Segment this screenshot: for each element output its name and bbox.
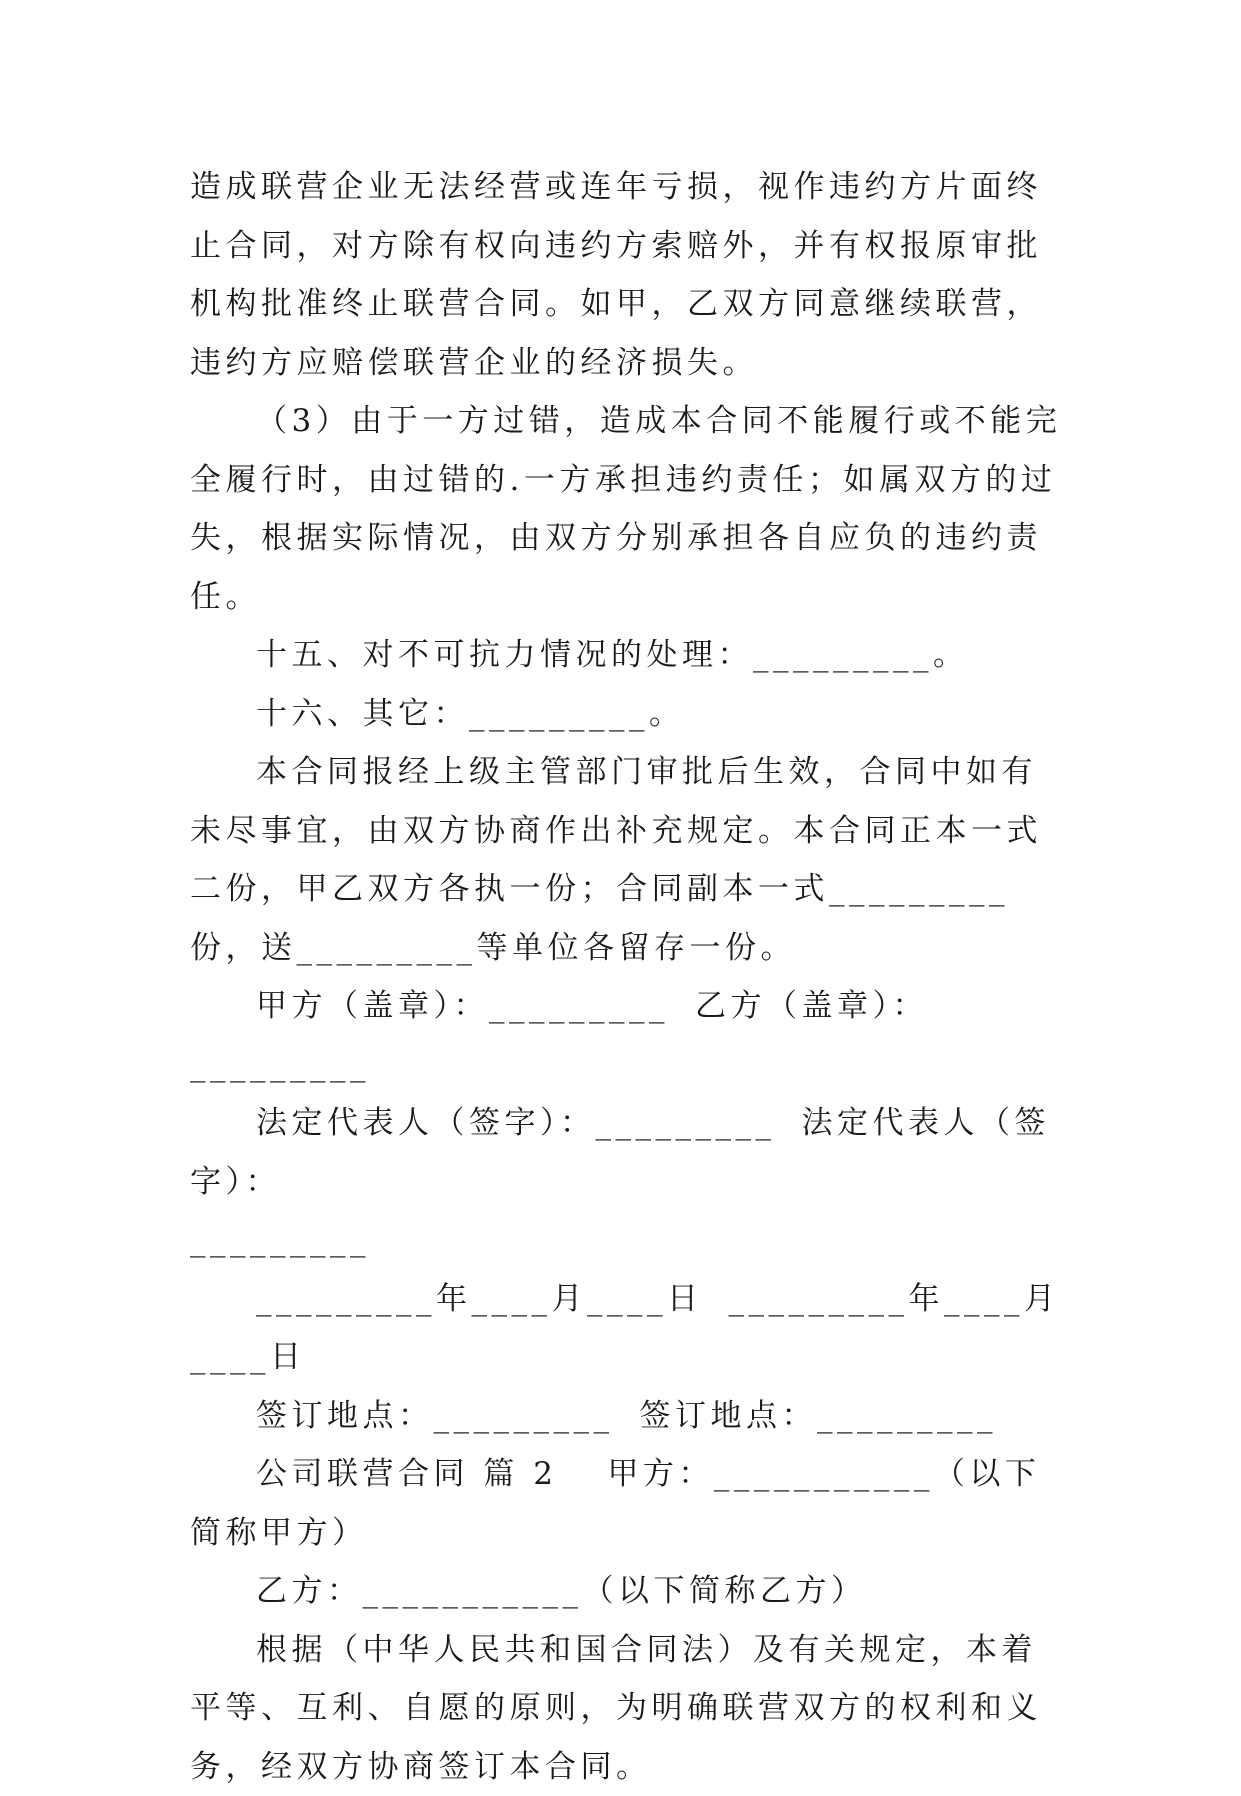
signature-rep-row: [190, 1094, 1070, 1211]
party-a-date: _________年____月____日: [256, 1281, 703, 1317]
signature-date-row: [190, 1270, 1070, 1387]
signature-seal-row: [190, 977, 1070, 1094]
party-b-date: _________年____月____日: [190, 1281, 1060, 1376]
paragraph-effectiveness: 本合同报经上级主管部门审批后生效，合同中如有未尽事宜，由双方协商作出补充规定。本合同正本一式二份，甲乙双方各执一份；合同副本一式_________份，送_________等单位各留存一份。: [190, 743, 1070, 977]
party-b-representative-blank: _________: [190, 1211, 1070, 1270]
party-a-seal: 甲方（盖章）：_________: [256, 988, 669, 1024]
party-b-representative: 法定代表人（签字）：: [190, 1105, 1050, 1200]
contract2-title: 公司联营合同 篇 2: [256, 1456, 557, 1492]
party-a-place: 签订地点：_________: [256, 1398, 614, 1434]
paragraph-breach-termination: 造成联营企业无法经营或连年亏损，视作违约方片面终止合同，对方除有权向违约方索赔外，并有权报原审批机构批准终止联营合同。如甲，乙双方同意继续联营，违约方应赔偿联营企业的经济损失。: [190, 158, 1070, 392]
contract2-party-a: 甲方：___________（以下简称甲方）: [190, 1456, 1040, 1551]
clause-force-majeure: 十五、对不可抗力情况的处理：_________。: [190, 626, 1070, 685]
party-b-place: 签订地点：_________: [640, 1398, 998, 1434]
party-b-seal: 乙方（盖章）：_________: [190, 988, 928, 1083]
signature-place-row: [190, 1387, 1070, 1446]
paragraph-legal-basis: 根据（中华人民共和国合同法）及有关规定，本着平等、互利、自愿的原则，为明确联营双方的权利和义务，经双方协商签订本合同。: [190, 1621, 1070, 1796]
contract2-party-b: 乙方：___________（以下简称乙方）: [190, 1562, 1070, 1621]
contract2-header: [190, 1445, 1070, 1562]
paragraph-fault-liability: （3）由于一方过错，造成本合同不能履行或不能完全履行时，由过错的.一方承担违约责任；如属双方的过失，根据实际情况，由双方分别承担各自应负的违约责任。: [190, 392, 1070, 626]
clause-other: 十六、其它：_________。: [190, 685, 1070, 744]
document-body: [190, 158, 1070, 1796]
party-a-representative: 法定代表人（签字）：_________: [256, 1105, 776, 1141]
